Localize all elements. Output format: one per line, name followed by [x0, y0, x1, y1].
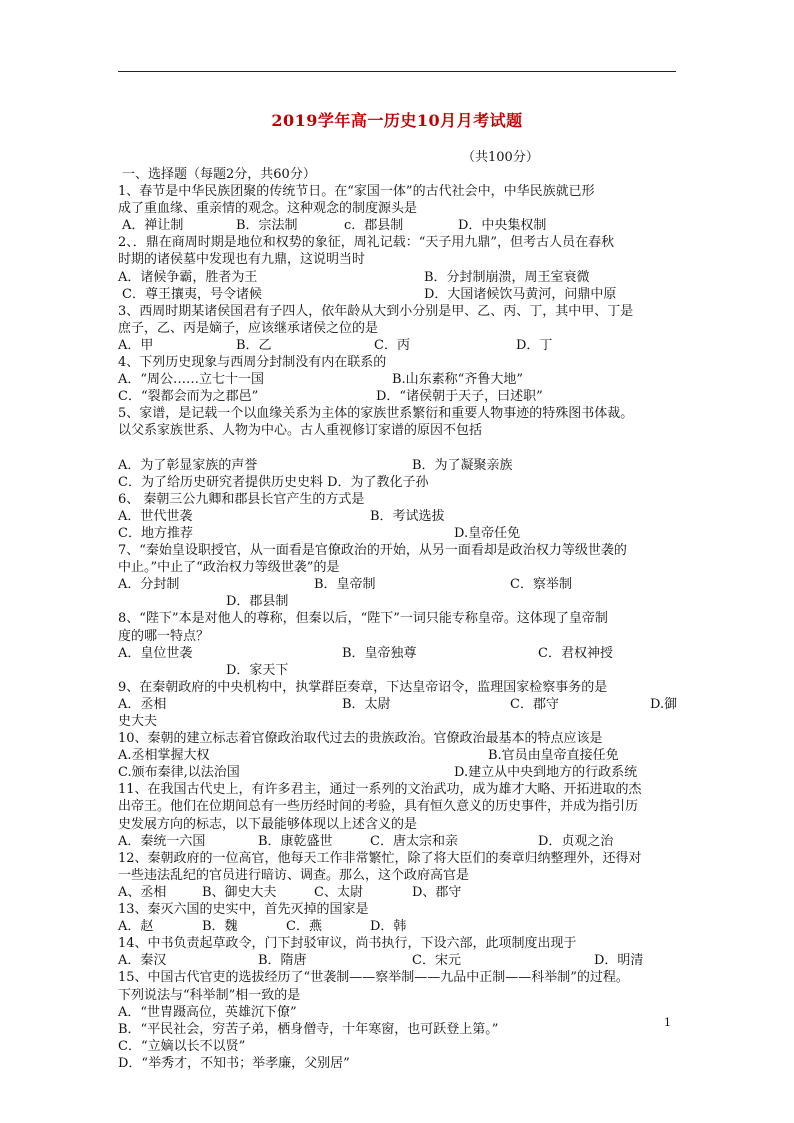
q5-stem-line-1: 5、家谱，是记载一个以血缘关系为主体的家族世系繁衍和重要人物事迹的特殊图书体裁。: [118, 406, 634, 422]
q7-option-a: A．分封制: [118, 577, 180, 593]
q1-options: [118, 217, 688, 234]
q4-options-row-1: [118, 371, 688, 388]
q15-stem-line-2: 下列说法与“科举制”相一致的是: [118, 987, 301, 1003]
q5-options-row-2: [118, 474, 688, 491]
q8-stem-line-1: 8、“陛下”本是对他人的尊称，但秦以后，“陛下”一词只能专称皇帝。这体现了皇帝制: [118, 611, 608, 627]
q1-stem-line-2: 成了重血缘、重亲情的观念。这种观念的制度源头是: [118, 201, 418, 217]
q1-option-a: A．禅让制: [122, 218, 184, 234]
q10-options-row-1: [118, 747, 688, 764]
q3-option-c: C．丙: [374, 337, 410, 353]
total-score-note: （共100分）: [462, 150, 539, 165]
q10-option-b: B.官员由皇帝直接任免: [488, 748, 619, 764]
q6-options-row-2: [118, 525, 688, 542]
q10-options-row-2: [118, 764, 688, 781]
q11-option-b: B．康乾盛世: [258, 833, 333, 849]
q8-option-d: D．家天下: [226, 662, 289, 678]
q14-options: [118, 952, 688, 969]
q5-option-c-d: C．为了给历史研究者提供历史史料 D．为了教化子孙: [118, 474, 429, 490]
q9-stem: 9、在秦朝政府的中央机构中，执掌群臣奏章，下达皇帝诏令，监理国家检察事务的是: [118, 679, 608, 695]
q6-options-row-1: [118, 508, 688, 525]
q15-option-d: D．“举秀才，不知书；举孝廉，父别居”: [118, 1055, 350, 1071]
q3-option-d: D．丁: [516, 337, 553, 353]
q4-option-c: C．“裂都会而为之郡邑”: [118, 389, 259, 405]
q14-option-b: B．隋唐: [258, 953, 307, 969]
question-list: [118, 166, 688, 1072]
q13-option-c: C．燕: [286, 919, 322, 935]
q6-option-a: A．世代世袭: [118, 508, 193, 524]
q13-option-d: D．韩: [370, 919, 407, 935]
q8-options-row-1: [118, 645, 688, 662]
q2-stem-line-1: 2、．鼎在商周时期是地位和权势的象征，周礼记载：“天子用九鼎”，但考古人员在春秋: [118, 235, 615, 251]
q9-option-d: D.御: [650, 696, 678, 712]
q3-options: [118, 337, 688, 354]
section-heading: 一、选择题（每题2分，共60分）: [122, 167, 316, 182]
q12-option-c: C、太尉: [314, 884, 363, 900]
q9-option-d-continued: 史大夫: [118, 714, 158, 729]
q5-stem-line-2: 以父系家族世系、人物为中心。古人重视修订家谱的原因不包括: [118, 423, 483, 439]
page-number: 1: [664, 1016, 671, 1029]
q2-option-b: B．分封制崩溃，周王室衰微: [424, 269, 590, 285]
q1-option-c: c．郡县制: [344, 218, 404, 234]
q9-options: [118, 696, 688, 713]
q2-options-row-1: [118, 269, 688, 286]
q11-stem-line-1: 11、在我国古代史上，有许多君主，通过一系列的文治武功，成为雄才大略、开拓进取的杰: [118, 782, 642, 798]
q1-stem-line-1: 1、春节是中华民族团聚的传统节日。在“家国一体”的古代社会中，中华民族就已形: [118, 184, 595, 200]
q8-option-c: C．君权神授: [538, 645, 613, 661]
q8-option-b: B．皇帝独尊: [342, 645, 417, 661]
q14-option-c: C．宋元: [412, 953, 461, 969]
q15-option-b: B．“平民社会，穷苦子弟，栖身僧寺，十年寒窗，也可跃登上第。”: [118, 1021, 499, 1037]
q6-option-d: D.皇帝任免: [454, 525, 521, 541]
q4-option-d: D．“诸侯朝于天子，曰述职”: [376, 389, 543, 405]
q2-options-row-2: [118, 286, 688, 303]
q5-option-a: A．为了彰显家族的声誉: [118, 457, 258, 473]
q14-stem: 14、中书负责起草政令，门下封驳审议，尚书执行，下设六部，此项制度出现于: [118, 936, 577, 952]
q7-options-row-2: [118, 593, 688, 610]
q4-option-b: B.山东素称“齐鲁大地”: [392, 372, 523, 388]
q11-option-a: A．秦统一六国: [118, 833, 206, 849]
q7-stem-line-2: 中止。”中止了“政治权力等级世袭”的是: [118, 560, 340, 576]
q15-option-a: A．“世胄蹑高位，英雄沉下僚”: [118, 1004, 297, 1020]
q11-options: [118, 833, 688, 850]
q15-option-c: C．“立嫡以长不以贤”: [118, 1038, 246, 1054]
q12-option-d: D、郡守: [412, 884, 462, 900]
q6-option-b: B．考试选拔: [370, 508, 445, 524]
q1-option-d: D．中央集权制: [458, 218, 547, 234]
q11-option-c: C．唐太宗和亲: [370, 833, 458, 849]
q12-option-a: A、丞相: [118, 884, 167, 900]
q7-stem-line-1: 7、“秦始皇设职授官，从一面看是官僚政治的开始，从另一面看却是政治权力等级世袭的: [118, 543, 627, 559]
q8-stem-line-2: 度的哪一特点？: [118, 628, 210, 644]
q6-option-c: C．地方推荐: [118, 525, 193, 541]
q9-option-c: C．郡守: [510, 696, 559, 712]
header-rule: [118, 71, 676, 72]
q13-stem: 13、秦灭六国的史实中，首先灭掉的国家是: [118, 902, 369, 918]
q10-stem: 10、秦朝的建立标志着官僚政治取代过去的贵族政治。官僚政治最基本的特点应该是: [118, 731, 603, 747]
q15-stem-line-1: 15、中国古代官吏的选拔经历了“世袭制——察举制——九品中正制——科举制”的过程。: [118, 970, 629, 986]
q14-option-a: A．秦汉: [118, 953, 167, 969]
q2-option-d: D．大国诸候饮马黄河，问鼎中原: [424, 286, 617, 302]
spacer: [118, 440, 688, 457]
q4-options-row-2: [118, 388, 688, 405]
q7-options-row-1: [118, 576, 688, 593]
q3-option-b: B．乙: [236, 337, 272, 353]
q5-options-row-1: [118, 457, 688, 474]
q2-option-c: C．尊王攘夷，号令诸候: [122, 286, 262, 302]
q10-option-c: C.颁布秦律,以法治国: [118, 765, 240, 781]
q7-option-d: D．郡县制: [226, 594, 289, 610]
q13-option-b: B．魏: [202, 919, 238, 935]
q2-option-a: A．诸候争霸，胜者为王: [118, 269, 258, 285]
page-title: 2019学年高一历史10月月考试题: [271, 111, 523, 130]
q11-option-d: D．贞观之治: [538, 833, 614, 849]
q3-stem-line-2: 庶子，乙、丙是嫡子，应该继承诸侯之位的是: [118, 320, 379, 336]
q11-stem-line-3: 史发展方向的标志，以下最能够体现以上述含义的是: [118, 816, 418, 832]
q5-option-b: B．为了凝聚亲族: [412, 457, 513, 473]
q9-option-a: A．丞相: [118, 696, 167, 712]
q10-option-a: A.丞相掌握大权: [118, 748, 210, 764]
q4-option-a: A．“周公……立七十一国: [118, 372, 265, 388]
q2-stem-line-2: 时期的诸侯墓中发现也有九鼎，这说明当时: [118, 252, 366, 268]
q14-option-d: D．明清: [594, 953, 644, 969]
q10-option-d: D.建立从中央到地方的行政系统: [454, 765, 638, 781]
q3-option-a: A．甲: [118, 337, 154, 353]
q4-stem: 4、下列历史现象与西周分封制没有内在联系的: [118, 355, 387, 371]
q8-option-a: A．皇位世袭: [118, 645, 193, 661]
q13-option-a: A．赵: [118, 919, 154, 935]
q12-option-b: B、御史大夫: [202, 884, 277, 900]
q12-options: [118, 884, 688, 901]
q3-stem-line-1: 3、西周时期某诸侯国君有子四人，依年龄从大到小分别是甲、乙、丙、丁，其中甲、丁是: [118, 303, 634, 319]
q12-stem-line-1: 12、秦朝政府的一位高官，他每天工作非常繁忙，除了将大臣们的奏章归纳整理外，还得对: [118, 850, 642, 866]
q12-stem-line-2: 一些违法乱纪的官员进行暗访、调查。那么，这个政府高官是: [118, 867, 470, 883]
q7-option-c: C．察举制: [510, 577, 572, 593]
q13-options: [118, 918, 688, 935]
q9-option-b: B．太尉: [342, 696, 391, 712]
q1-option-b: B．宗法制: [236, 218, 298, 234]
q7-option-b: B．皇帝制: [314, 577, 376, 593]
q8-options-row-2: [118, 662, 688, 679]
q6-stem: 6、 秦朝三公九卿和郡县长官产生的方式是: [118, 491, 365, 507]
q11-stem-line-2: 出帝王。他们在位期间总有一些历经时间的考验，具有恒久意义的历史事件，并成为指引历: [118, 799, 639, 815]
